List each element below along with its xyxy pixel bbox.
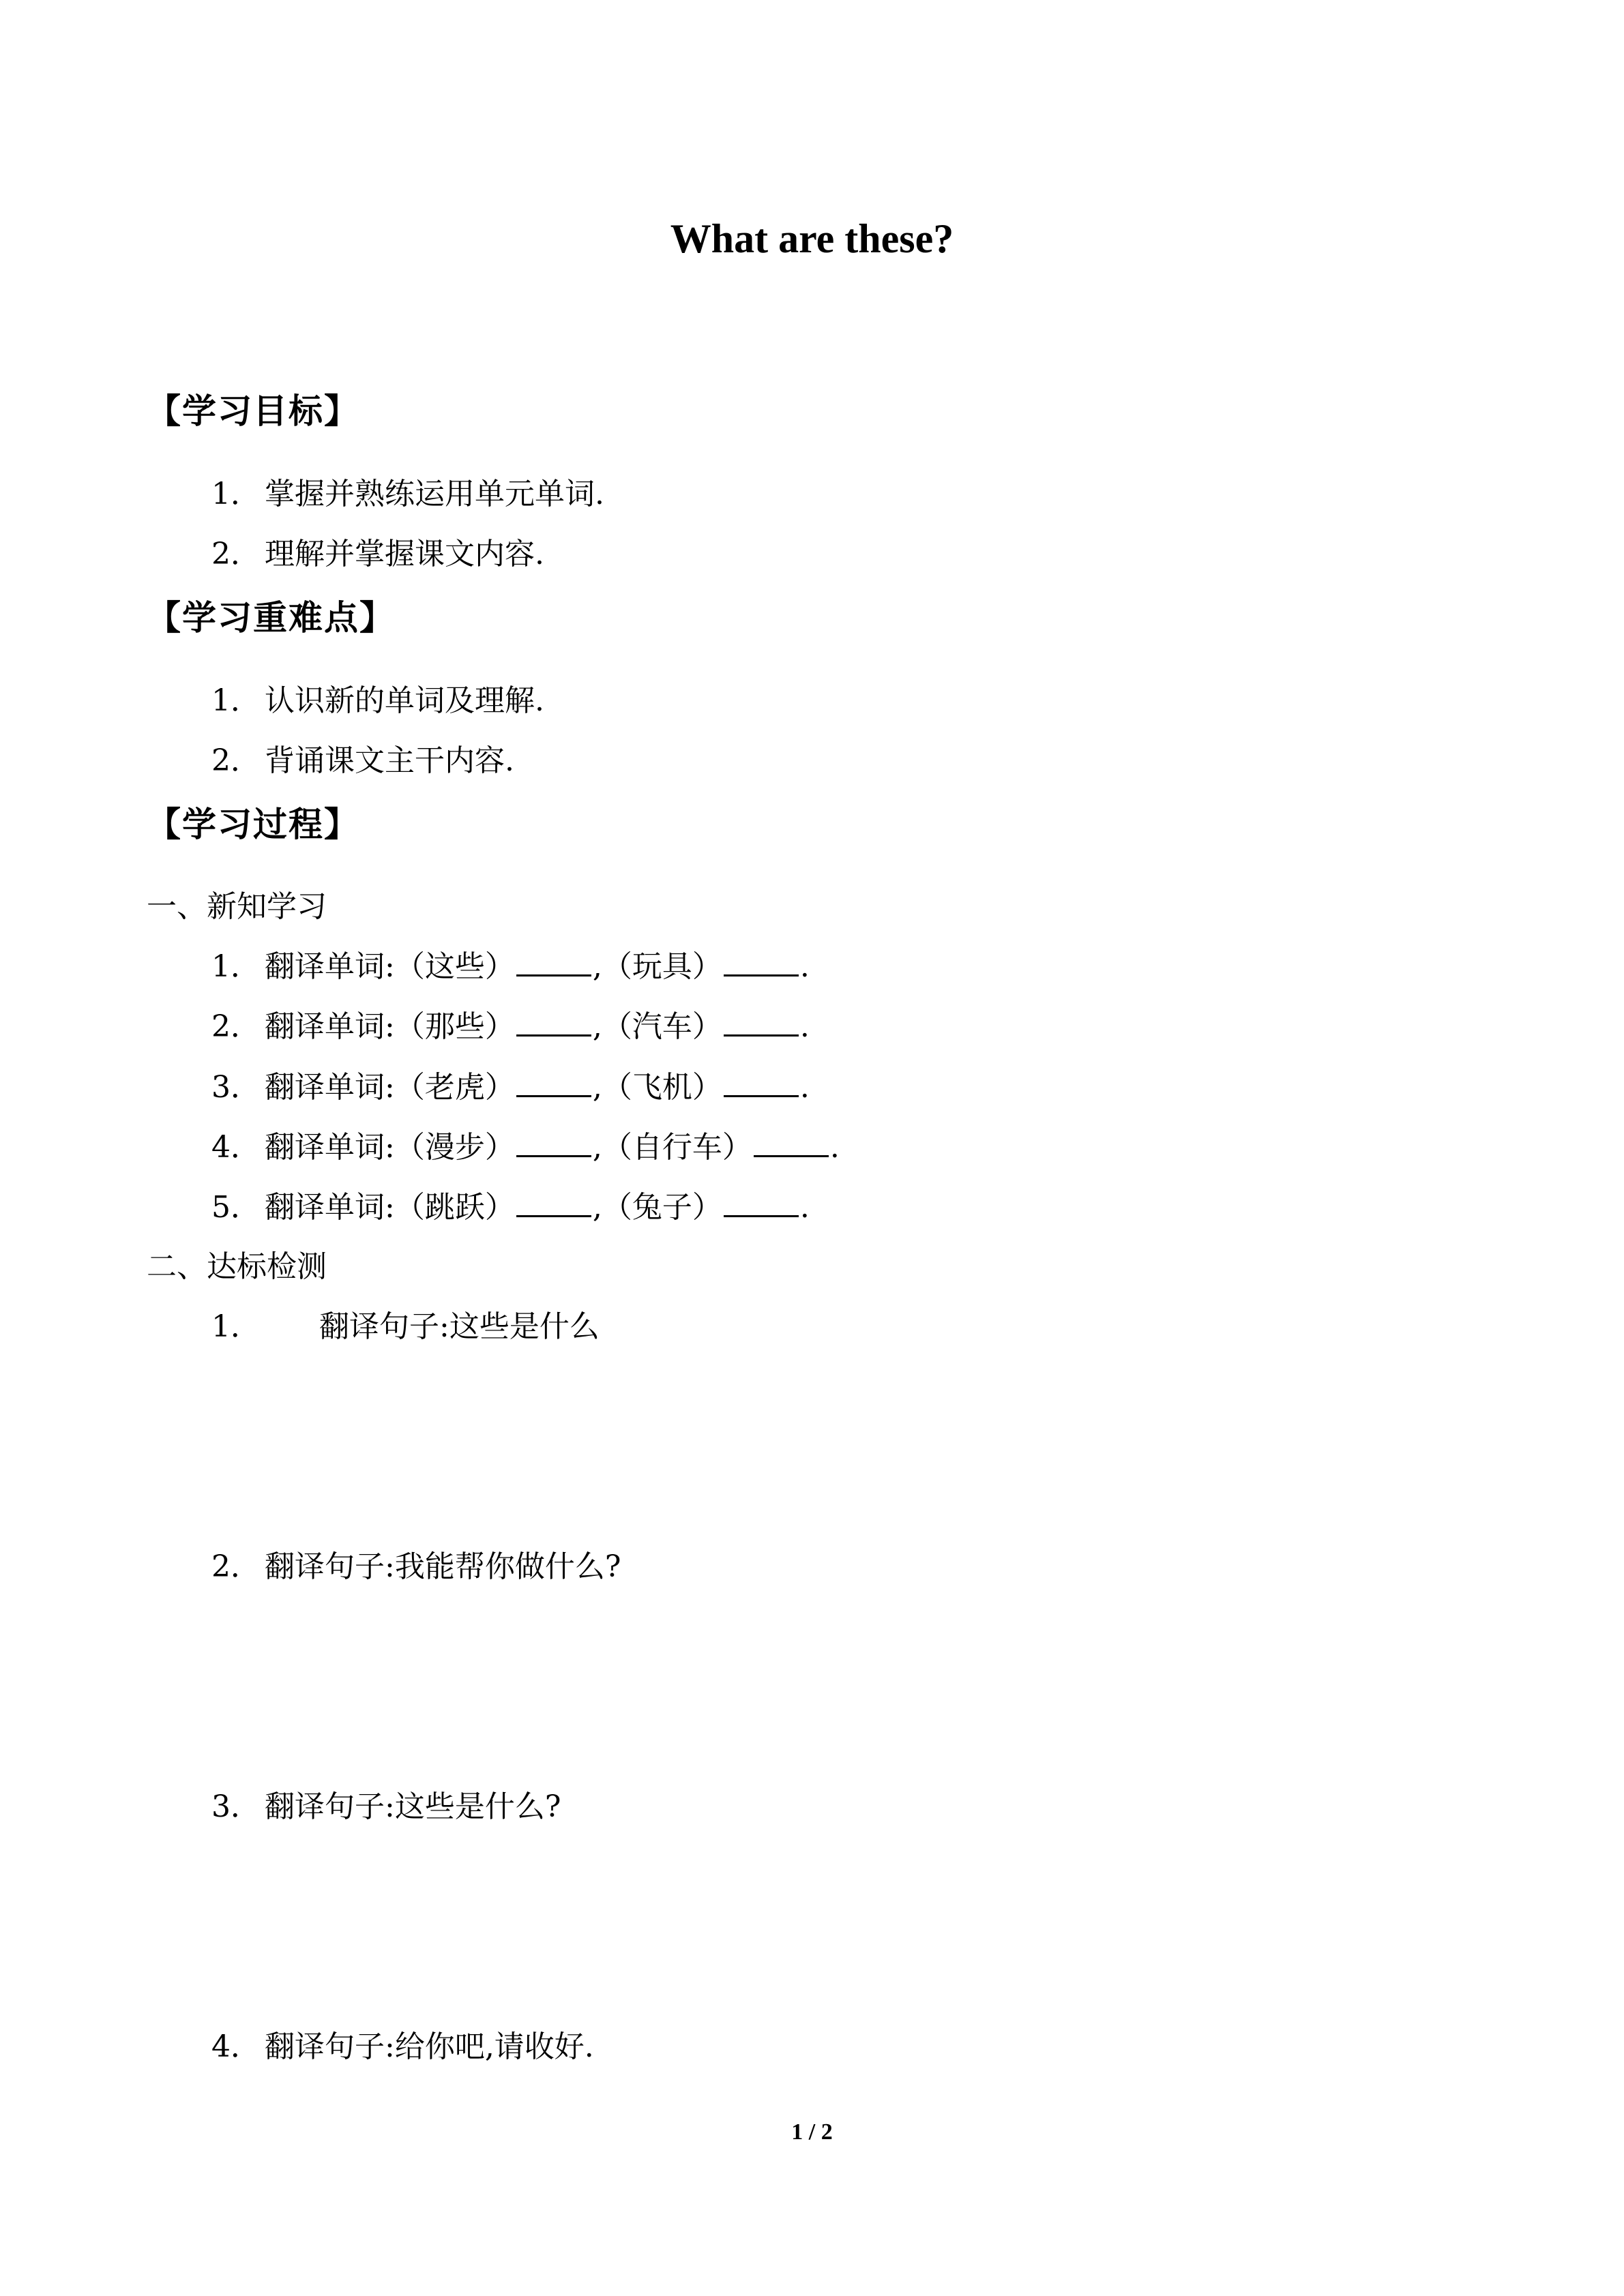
vocab-item	[211, 1127, 840, 1168]
item-text: 翻译句子:我能帮你做什么?	[265, 1549, 621, 1584]
vocab-end: .	[799, 949, 810, 984]
sentence-item	[211, 1787, 561, 1828]
item-number: 4．	[211, 2029, 261, 2064]
part2-heading: 二、达标检测	[147, 1249, 327, 1284]
vocab-item	[211, 946, 810, 987]
item-number: 2．	[211, 1549, 261, 1584]
item-number: 2．	[211, 537, 261, 571]
answer-blank[interactable]	[724, 947, 799, 976]
sentence-item	[211, 1307, 600, 1347]
key-points-heading: 【学习重难点】	[147, 598, 395, 638]
item-number: 1．	[211, 683, 261, 718]
item-number: 1．	[211, 477, 261, 511]
vocab-mid: ,（玩具）	[592, 949, 722, 984]
answer-blank[interactable]	[516, 1007, 591, 1037]
answer-blank[interactable]	[724, 1188, 799, 1217]
item-text: 认识新的单词及理解.	[265, 683, 544, 718]
vocab-mid: ,（汽车）	[592, 1009, 722, 1044]
item-text: 理解并掌握课文内容.	[265, 537, 544, 571]
answer-blank[interactable]	[516, 1128, 591, 1157]
vocab-end: .	[799, 1070, 810, 1105]
vocab-mid: ,（自行车）	[592, 1130, 752, 1165]
answer-blank[interactable]	[724, 1068, 799, 1097]
item-number: 1．	[211, 1309, 261, 1344]
vocab-prefix: 翻译单词:（漫步）	[265, 1130, 515, 1165]
item-number: 5．	[211, 1190, 261, 1225]
item-text: 背诵课文主干内容.	[265, 743, 514, 778]
item-number: 3．	[211, 1070, 261, 1105]
vocab-prefix: 翻译单词:（老虎）	[265, 1070, 515, 1105]
key-point-item	[211, 681, 544, 721]
process-heading: 【学习过程】	[147, 805, 359, 844]
vocab-mid: ,（兔子）	[592, 1190, 722, 1225]
part1-heading: 一、新知学习	[147, 889, 327, 924]
vocab-prefix: 翻译单词:（跳跃）	[265, 1190, 515, 1225]
item-number: 4．	[211, 1130, 261, 1165]
answer-blank[interactable]	[516, 1068, 591, 1097]
objective-item	[211, 534, 544, 575]
vocab-mid: ,（飞机）	[592, 1070, 722, 1105]
item-number: 1．	[211, 949, 261, 984]
page-title: What are these?	[670, 216, 954, 261]
vocab-end: .	[829, 1130, 840, 1165]
vocab-prefix: 翻译单词:（那些）	[265, 1009, 515, 1044]
sentence-item	[211, 1547, 621, 1587]
item-number: 3．	[211, 1789, 261, 1824]
item-text: 翻译句子:给你吧,请收好.	[265, 2029, 594, 2064]
item-text: 翻译句子:这些是什么?	[265, 1789, 561, 1824]
item-text: 掌握并熟练运用单元单词.	[265, 477, 604, 511]
vocab-item	[211, 1187, 810, 1228]
vocab-prefix: 翻译单词:（这些）	[265, 949, 515, 984]
vocab-item	[211, 1067, 810, 1108]
vocab-end: .	[799, 1190, 810, 1225]
key-point-item	[211, 741, 514, 781]
answer-blank[interactable]	[754, 1128, 829, 1157]
item-number: 2．	[211, 1009, 261, 1044]
item-text: 翻译句子:这些是什么	[319, 1309, 600, 1344]
page-number: 1 / 2	[791, 2119, 833, 2145]
answer-blank[interactable]	[724, 1007, 799, 1037]
item-number: 2．	[211, 743, 261, 778]
vocab-item	[211, 1007, 810, 1047]
answer-blank[interactable]	[516, 1188, 591, 1217]
objectives-heading: 【学习目标】	[147, 391, 359, 431]
sentence-item	[211, 2027, 594, 2068]
answer-blank[interactable]	[516, 947, 591, 976]
vocab-end: .	[799, 1009, 810, 1044]
objective-item	[211, 474, 604, 515]
